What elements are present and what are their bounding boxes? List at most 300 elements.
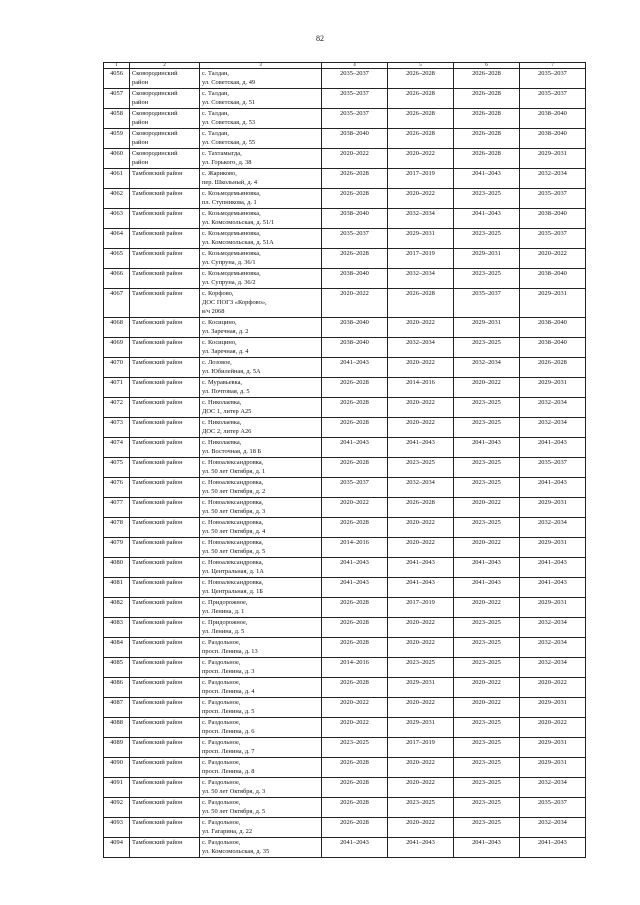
period-cell: 2023–2025	[454, 718, 520, 738]
row-number-cell: 4067	[104, 289, 130, 318]
address-cell	[200, 558, 322, 578]
period-cell: 2026–2028	[322, 598, 388, 618]
district-cell	[130, 269, 200, 289]
row-number-cell: 4089	[104, 738, 130, 758]
period-cell: 2014–2016	[388, 378, 454, 398]
row-number-cell: 4063	[104, 209, 130, 229]
table-row	[104, 249, 586, 269]
table-body	[104, 69, 586, 858]
district-line: Тамбовский район	[132, 799, 183, 806]
district-line: Тамбовский район	[132, 210, 183, 217]
period-cell: 2026–2028	[388, 109, 454, 129]
address-line: с. Козьмодемьяновка,	[202, 270, 261, 277]
address-cell	[200, 249, 322, 269]
district-line: Сковородинский	[132, 130, 178, 137]
column-number-cell: 1	[104, 63, 130, 69]
period-cell: 2023–2025	[454, 338, 520, 358]
period-cell: 2029–2031	[388, 678, 454, 698]
address-line: ул. Заречная, д. 4	[202, 348, 249, 355]
address-cell	[200, 109, 322, 129]
period-cell: 2026–2028	[322, 398, 388, 418]
period-cell: 2023–2025	[388, 658, 454, 678]
district-cell	[130, 338, 200, 358]
period-cell: 2020–2022	[454, 598, 520, 618]
address-line: с. Жариково,	[202, 170, 237, 177]
address-cell	[200, 578, 322, 598]
period-cell: 2020–2022	[388, 538, 454, 558]
district-line: Тамбовский район	[132, 639, 183, 646]
table-row	[104, 338, 586, 358]
period-cell: 2038–2040	[322, 209, 388, 229]
column-number-cell: 5	[388, 63, 454, 69]
address-cell	[200, 478, 322, 498]
period-cell: 2020–2022	[454, 378, 520, 398]
period-cell: 2035–2037	[322, 229, 388, 249]
period-cell: 2038–2040	[322, 318, 388, 338]
period-cell: 2026–2028	[322, 638, 388, 658]
period-cell: 2020–2022	[388, 818, 454, 838]
address-line: ул. Ленина, д. 1	[202, 608, 245, 615]
row-number-cell: 4093	[104, 818, 130, 838]
address-line: с. Косицино,	[202, 339, 237, 346]
period-cell: 2026–2028	[454, 129, 520, 149]
address-line: пер. Школьный, д. 4	[202, 179, 258, 186]
district-cell	[130, 758, 200, 778]
district-cell	[130, 518, 200, 538]
address-cell	[200, 838, 322, 858]
address-line: просп. Ленина, д. 6	[202, 728, 255, 735]
table-row	[104, 229, 586, 249]
period-cell: 2023–2025	[454, 658, 520, 678]
district-cell	[130, 69, 200, 89]
address-line: просп. Ленина, д. 8	[202, 768, 255, 775]
period-cell: 2026–2028	[454, 69, 520, 89]
period-cell: 2029–2031	[520, 378, 586, 398]
period-cell: 2020–2022	[388, 149, 454, 169]
period-cell: 2023–2025	[454, 189, 520, 209]
address-cell	[200, 698, 322, 718]
row-number-cell: 4072	[104, 398, 130, 418]
address-line: ул. Комсомольская, д. 51А	[202, 239, 274, 246]
period-cell: 2026–2028	[454, 149, 520, 169]
column-number-cell: 6	[454, 63, 520, 69]
address-line: ул. 50 лет Октября, д. 5	[202, 808, 266, 815]
row-number-cell: 4091	[104, 778, 130, 798]
table-row	[104, 318, 586, 338]
address-cell	[200, 718, 322, 738]
district-cell	[130, 378, 200, 398]
period-cell: 2032–2034	[520, 638, 586, 658]
period-cell: 2023–2025	[454, 778, 520, 798]
period-cell: 2026–2028	[322, 818, 388, 838]
period-cell: 2026–2028	[388, 69, 454, 89]
table-row	[104, 358, 586, 378]
period-cell: 2026–2028	[322, 418, 388, 438]
district-line: Тамбовский район	[132, 739, 183, 746]
district-line: Тамбовский район	[132, 699, 183, 706]
period-cell: 2035–2037	[520, 89, 586, 109]
period-cell: 2020–2022	[388, 189, 454, 209]
period-cell: 2026–2028	[322, 378, 388, 398]
district-cell	[130, 578, 200, 598]
row-number-cell: 4092	[104, 798, 130, 818]
period-cell: 2041–2043	[322, 358, 388, 378]
period-cell: 2032–2034	[520, 518, 586, 538]
period-cell: 2035–2037	[520, 458, 586, 478]
address-cell	[200, 458, 322, 478]
district-cell	[130, 358, 200, 378]
district-line: район	[132, 159, 149, 166]
district-cell	[130, 289, 200, 318]
period-cell: 2041–2043	[520, 478, 586, 498]
address-line: с. Талдан,	[202, 110, 229, 117]
address-cell	[200, 798, 322, 818]
period-cell: 2041–2043	[388, 838, 454, 858]
address-line: ул. Горького, д. 38	[202, 159, 252, 166]
period-cell: 2035–2037	[520, 69, 586, 89]
address-line: с. Козьмодемьяновка,	[202, 210, 261, 217]
period-cell: 2038–2040	[322, 269, 388, 289]
period-cell: 2041–2043	[520, 438, 586, 458]
district-line: Тамбовский район	[132, 579, 183, 586]
period-cell: 2020–2022	[388, 618, 454, 638]
district-cell	[130, 89, 200, 109]
page-number: 82	[316, 34, 324, 43]
period-cell: 2020–2022	[520, 718, 586, 738]
address-line: просп. Ленина, д. 3	[202, 668, 255, 675]
address-line: с. Талдан,	[202, 70, 229, 77]
row-number-cell: 4085	[104, 658, 130, 678]
table-row	[104, 698, 586, 718]
address-line: ул. Гагарина, д. 22	[202, 828, 253, 835]
period-cell: 2041–2043	[322, 578, 388, 598]
address-line: с. Раздольное,	[202, 679, 241, 686]
address-line: с. Новоалександровка,	[202, 519, 264, 526]
address-line: просп. Ленина, д. 7	[202, 748, 255, 755]
period-cell: 2023–2025	[454, 798, 520, 818]
district-line: Тамбовский район	[132, 779, 183, 786]
district-cell	[130, 718, 200, 738]
period-cell: 2029–2031	[388, 229, 454, 249]
period-cell: 2032–2034	[520, 618, 586, 638]
period-cell: 2032–2034	[520, 818, 586, 838]
district-cell	[130, 738, 200, 758]
period-cell: 2041–2043	[454, 438, 520, 458]
district-line: Тамбовский район	[132, 459, 183, 466]
period-cell: 2026–2028	[454, 89, 520, 109]
district-line: Тамбовский район	[132, 419, 183, 426]
address-line: ул. 50 лет Октября, д. 2	[202, 488, 266, 495]
district-line: Сковородинский	[132, 110, 178, 117]
period-cell: 2032–2034	[454, 358, 520, 378]
period-cell: 2026–2028	[322, 798, 388, 818]
district-cell	[130, 458, 200, 478]
district-cell	[130, 598, 200, 618]
row-number-cell: 4068	[104, 318, 130, 338]
period-cell: 2026–2028	[322, 169, 388, 189]
period-cell: 2032–2034	[388, 269, 454, 289]
period-cell: 2041–2043	[388, 558, 454, 578]
district-cell	[130, 778, 200, 798]
column-number-cell: 4	[322, 63, 388, 69]
address-line: просп. Ленина, д. 4	[202, 688, 255, 695]
address-cell	[200, 89, 322, 109]
district-line: Тамбовский район	[132, 659, 183, 666]
district-line: Тамбовский район	[132, 679, 183, 686]
address-cell	[200, 209, 322, 229]
table-row	[104, 578, 586, 598]
district-line: Тамбовский район	[132, 250, 183, 257]
address-line: с. Новоалександровка,	[202, 579, 264, 586]
district-line: Тамбовский район	[132, 839, 183, 846]
period-cell: 2023–2025	[454, 458, 520, 478]
address-line: с. Тахтамыгда,	[202, 150, 242, 157]
address-line: с. Раздольное,	[202, 719, 241, 726]
table-row	[104, 718, 586, 738]
address-line: ДОС 1, литер А25	[202, 408, 252, 415]
district-line: Тамбовский район	[132, 170, 183, 177]
row-number-cell: 4079	[104, 538, 130, 558]
district-cell	[130, 229, 200, 249]
district-cell	[130, 129, 200, 149]
row-number-cell: 4061	[104, 169, 130, 189]
row-number-cell: 4078	[104, 518, 130, 538]
district-cell	[130, 249, 200, 269]
address-line: ул. Ленина, д. 5	[202, 628, 245, 635]
address-cell	[200, 758, 322, 778]
address-line: с. Новоалександровка,	[202, 479, 264, 486]
table-row	[104, 189, 586, 209]
period-cell: 2026–2028	[322, 778, 388, 798]
row-number-cell: 4087	[104, 698, 130, 718]
column-number-cell: 3	[200, 63, 322, 69]
row-number-cell: 4075	[104, 458, 130, 478]
period-cell: 2035–2037	[520, 229, 586, 249]
address-line: с. Козьмодемьяновка,	[202, 250, 261, 257]
district-cell	[130, 638, 200, 658]
address-line: с. Косицино,	[202, 319, 237, 326]
district-cell	[130, 109, 200, 129]
district-cell	[130, 538, 200, 558]
district-line: Тамбовский район	[132, 270, 183, 277]
table-row	[104, 518, 586, 538]
district-cell	[130, 818, 200, 838]
period-cell: 2029–2031	[454, 249, 520, 269]
address-cell	[200, 638, 322, 658]
period-cell: 2026–2028	[322, 758, 388, 778]
row-number-cell: 4088	[104, 718, 130, 738]
address-line: с. Раздольное,	[202, 779, 241, 786]
period-cell: 2041–2043	[388, 578, 454, 598]
table-row	[104, 618, 586, 638]
district-line: Тамбовский район	[132, 619, 183, 626]
address-line: с. Раздольное,	[202, 639, 241, 646]
district-cell	[130, 438, 200, 458]
district-cell	[130, 698, 200, 718]
district-cell	[130, 209, 200, 229]
period-cell: 2020–2022	[454, 498, 520, 518]
period-cell: 2023–2025	[454, 758, 520, 778]
table-row	[104, 738, 586, 758]
period-cell: 2023–2025	[454, 478, 520, 498]
table-row	[104, 638, 586, 658]
period-cell: 2032–2034	[520, 658, 586, 678]
period-cell: 2026–2028	[322, 678, 388, 698]
period-cell: 2026–2028	[388, 89, 454, 109]
row-number-cell: 4081	[104, 578, 130, 598]
period-cell: 2023–2025	[454, 418, 520, 438]
district-line: Тамбовский район	[132, 379, 183, 386]
address-line: ДОС ПОГЗ «Корфово»,	[202, 299, 267, 306]
district-line: район	[132, 139, 149, 146]
period-cell: 2023–2025	[454, 398, 520, 418]
address-line: с. Раздольное,	[202, 759, 241, 766]
row-number-cell: 4060	[104, 149, 130, 169]
period-cell: 2029–2031	[520, 498, 586, 518]
address-cell	[200, 398, 322, 418]
period-cell: 2026–2028	[322, 189, 388, 209]
row-number-cell: 4070	[104, 358, 130, 378]
address-line: с. Николаевка,	[202, 439, 242, 446]
table-row	[104, 209, 586, 229]
address-line: ул. Юбилейная, д. 5А	[202, 368, 261, 375]
period-cell: 2041–2043	[454, 558, 520, 578]
period-cell: 2020–2022	[322, 149, 388, 169]
address-line: с. Талдан,	[202, 90, 229, 97]
address-line: с. Раздольное,	[202, 799, 241, 806]
row-number-cell: 4058	[104, 109, 130, 129]
period-cell: 2023–2025	[454, 638, 520, 658]
district-line: Тамбовский район	[132, 499, 183, 506]
address-line: ул. 50 лет Октября, д. 3	[202, 788, 266, 795]
address-line: ул. Советская, д. 55	[202, 139, 256, 146]
period-cell: 2020–2022	[388, 778, 454, 798]
district-cell	[130, 658, 200, 678]
address-line: ул. 50 лет Октября, д. 1	[202, 468, 266, 475]
period-cell: 2035–2037	[322, 109, 388, 129]
district-line: район	[132, 99, 149, 106]
period-cell: 2035–2037	[520, 189, 586, 209]
address-cell	[200, 518, 322, 538]
period-cell: 2038–2040	[520, 129, 586, 149]
period-cell: 2020–2022	[388, 358, 454, 378]
period-cell: 2023–2025	[388, 798, 454, 818]
period-cell: 2026–2028	[322, 249, 388, 269]
address-line: с. Корфово,	[202, 290, 234, 297]
table-row	[104, 818, 586, 838]
period-cell: 2020–2022	[388, 758, 454, 778]
table-row	[104, 438, 586, 458]
district-cell	[130, 558, 200, 578]
period-cell: 2032–2034	[520, 418, 586, 438]
district-line: Тамбовский район	[132, 439, 183, 446]
address-line: просп. Ленина, д. 5	[202, 708, 255, 715]
period-cell: 2020–2022	[388, 698, 454, 718]
row-number-cell: 4090	[104, 758, 130, 778]
period-cell: 2029–2031	[520, 538, 586, 558]
address-line: ул. Супруна, д. 36/2	[202, 279, 256, 286]
district-line: Сковородинский	[132, 70, 178, 77]
row-number-cell: 4056	[104, 69, 130, 89]
table-row	[104, 269, 586, 289]
district-line: Тамбовский район	[132, 230, 183, 237]
address-line: с. Лозовое,	[202, 359, 232, 366]
address-cell	[200, 818, 322, 838]
period-cell: 2041–2043	[520, 558, 586, 578]
district-line: Сковородинский	[132, 150, 178, 157]
table-row	[104, 498, 586, 518]
row-number-cell: 4083	[104, 618, 130, 638]
period-cell: 2020–2022	[322, 698, 388, 718]
table-row	[104, 149, 586, 169]
period-cell: 2038–2040	[520, 209, 586, 229]
row-number-cell: 4065	[104, 249, 130, 269]
address-line: с. Раздольное,	[202, 819, 241, 826]
district-line: Тамбовский район	[132, 759, 183, 766]
address-line: ул. Центральная, д. 1Б	[202, 588, 263, 595]
address-cell	[200, 69, 322, 89]
row-number-cell: 4073	[104, 418, 130, 438]
period-cell: 2029–2031	[520, 698, 586, 718]
table-row	[104, 378, 586, 398]
period-cell: 2020–2022	[322, 289, 388, 318]
period-cell: 2029–2031	[520, 738, 586, 758]
address-line: ул. Советская, д. 53	[202, 119, 256, 126]
table-row	[104, 458, 586, 478]
period-cell: 2032–2034	[388, 338, 454, 358]
period-cell: 2014–2016	[322, 658, 388, 678]
row-number-cell: 4077	[104, 498, 130, 518]
row-number-cell: 4084	[104, 638, 130, 658]
period-cell: 2035–2037	[322, 478, 388, 498]
district-line: Тамбовский район	[132, 359, 183, 366]
district-line: Тамбовский район	[132, 339, 183, 346]
table-row	[104, 658, 586, 678]
period-cell: 2038–2040	[520, 269, 586, 289]
period-cell: 2014–2016	[322, 538, 388, 558]
period-cell: 2017–2019	[388, 738, 454, 758]
period-cell: 2017–2019	[388, 598, 454, 618]
district-line: район	[132, 119, 149, 126]
table-row	[104, 538, 586, 558]
period-cell: 2020–2022	[322, 498, 388, 518]
address-line: ул. Советская, д. 49	[202, 79, 256, 86]
row-number-cell: 4074	[104, 438, 130, 458]
period-cell: 2020–2022	[454, 538, 520, 558]
district-line: Тамбовский район	[132, 190, 183, 197]
period-cell: 2026–2028	[322, 618, 388, 638]
address-cell	[200, 189, 322, 209]
period-cell: 2035–2037	[322, 89, 388, 109]
district-cell	[130, 478, 200, 498]
period-cell: 2032–2034	[388, 209, 454, 229]
address-line: ул. Комсомольская, д. 35	[202, 848, 270, 855]
period-cell: 2020–2022	[454, 678, 520, 698]
district-cell	[130, 618, 200, 638]
address-line: в/ч 2068	[202, 308, 225, 315]
period-cell: 2026–2028	[322, 458, 388, 478]
period-cell: 2023–2025	[322, 738, 388, 758]
table-row	[104, 678, 586, 698]
district-line: Тамбовский район	[132, 290, 183, 297]
district-cell	[130, 798, 200, 818]
period-cell: 2020–2022	[322, 718, 388, 738]
period-cell: 2020–2022	[520, 678, 586, 698]
period-cell: 2020–2022	[388, 318, 454, 338]
address-cell	[200, 498, 322, 518]
period-cell: 2020–2022	[520, 249, 586, 269]
address-cell	[200, 538, 322, 558]
